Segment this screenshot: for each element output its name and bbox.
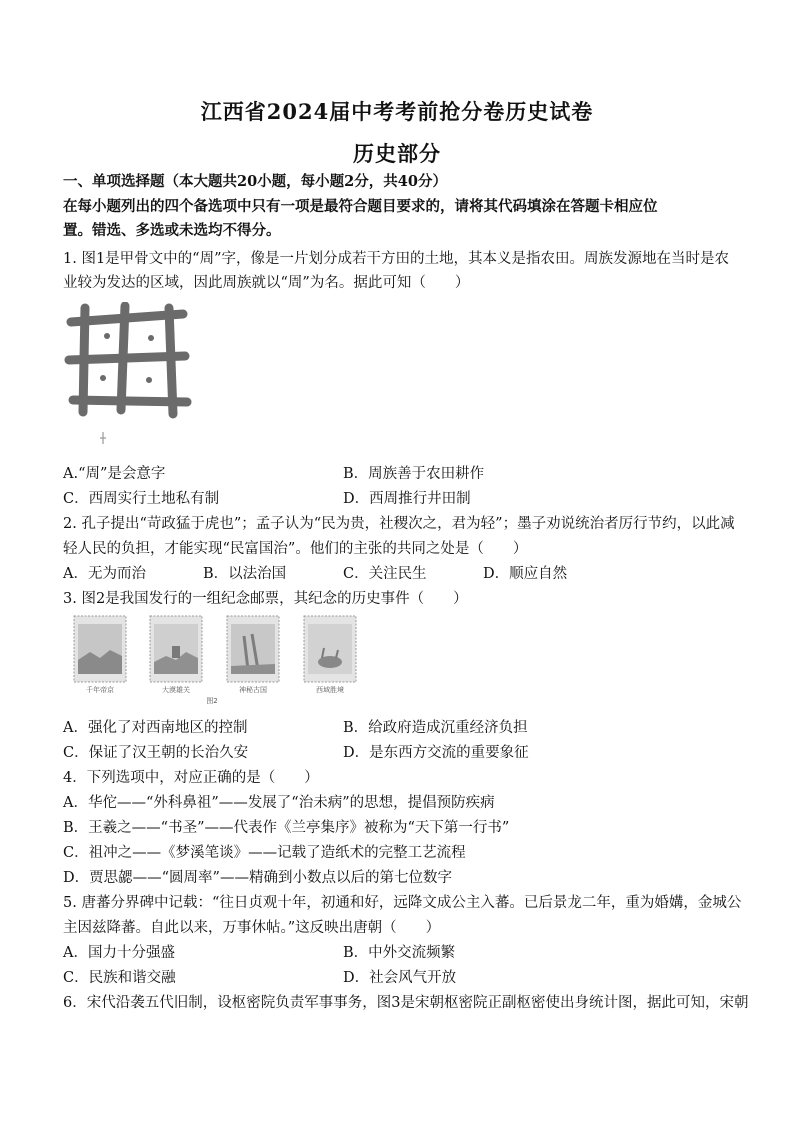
exam-subtitle: 历史部分 [353, 141, 441, 166]
stamp-2 [150, 616, 202, 682]
question-2-option-c[interactable]: C．关注民生 [343, 566, 427, 582]
stamp-1 [74, 616, 126, 682]
stamps-figure [72, 612, 372, 707]
oracle-stroke-right [169, 308, 173, 414]
figure-1-mark [100, 432, 106, 444]
oracle-stroke-center [121, 306, 125, 410]
stamp-4 [304, 616, 356, 682]
question-2-option-a[interactable]: A．无为而治 [63, 566, 146, 582]
question-5-option-d[interactable]: D．社会风气开放 [343, 970, 457, 986]
question-2-option-b[interactable]: B．以法治国 [203, 566, 287, 582]
question-5-option-b[interactable]: B．中外交流频繁 [343, 945, 456, 961]
question-3-option-d[interactable]: D．是东西方交流的重要象征 [343, 745, 529, 761]
question-3-option-c[interactable]: C．保证了汉王朝的长治久安 [63, 745, 249, 761]
question-3-option-a[interactable]: A．强化了对西南地区的控制 [63, 720, 248, 736]
question-3-option-b[interactable]: B．给政府造成沉重经济负担 [343, 720, 528, 736]
exam-title: 江西省2024届中考考前抢分卷历史试卷 [200, 99, 594, 124]
question-1-stem-line1: 1. 图1是甲骨文中的“周”字，像是一片划分成若干方田的土地，其本义是指农田。周族发源地在当时是农 [63, 251, 729, 267]
stamp-2-caption: 大漠雄关 [162, 686, 190, 694]
oracle-dot-3 [100, 375, 106, 381]
stamp-1-caption: 千年帝京 [86, 686, 114, 694]
question-2-stem-line2: 轻人民的负担，才能实现“民富国治”。他们的主张的共同之处是（ ） [63, 541, 528, 557]
question-4-option-b[interactable]: B．王羲之——“书圣”——代表作《兰亭集序》被称为“天下第一行书” [63, 820, 510, 836]
question-5-stem-line2: 主因兹降蕃。自此以来，万事休帖。”这反映出唐朝（ ） [63, 920, 441, 936]
question-1-option-d[interactable]: D．西周推行井田制 [343, 491, 471, 507]
question-4-option-c[interactable]: C．祖冲之——《梦溪笔谈》——记载了造纸术的完整工艺流程 [63, 845, 466, 861]
section-instructions-line1: 在每小题列出的四个备选项中只有一项是最符合题目要求的，请将其代码填涂在答题卡相应位 [63, 198, 658, 215]
oracle-dot-4 [146, 377, 152, 383]
question-4-stem-line1: 4．下列选项中，对应正确的是（ ） [63, 770, 319, 786]
question-5-stem-line1: 5. 唐蕃分界碑中记载：“往日贞观十年，初通和好，远降文成公主入蕃。已后景龙二年，重为婚媾，金城公 [63, 895, 742, 911]
stamp-3-caption: 神秘古国 [239, 686, 267, 694]
stamp-3 [227, 616, 279, 682]
oracle-stroke-left [83, 308, 85, 412]
question-5-option-a[interactable]: A．国力十分强盛 [63, 945, 175, 961]
question-1-option-c[interactable]: C．西周实行土地私有制 [63, 491, 220, 507]
question-4-option-d[interactable]: D．贾思勰——“圆周率”——精确到小数点以后的第七位数字 [63, 870, 452, 886]
oracle-dot-2 [148, 335, 154, 341]
question-1-option-b[interactable]: B．周族善于农田耕作 [343, 466, 485, 482]
question-1-stem-line2: 业较为发达的区域，因此周族就以“周”为名。据此可知（ ） [63, 275, 470, 291]
stamp-4-caption: 西域胜境 [316, 686, 344, 694]
question-2-option-d[interactable]: D．顺应自然 [483, 566, 568, 582]
oracle-dot-1 [104, 333, 110, 339]
question-2-stem-line1: 2. 孔子提出“苛政猛于虎也”；孟子认为“民为贵，社稷次之，君为轻”；墨子劝说统治者厉行节约，以此减 [63, 516, 735, 532]
question-3-stem-line1: 3. 图2是我国发行的一组纪念邮票，其纪念的历史事件（ ） [63, 591, 468, 607]
question-5-option-c[interactable]: C．民族和谐交融 [63, 970, 176, 986]
oracle-bone-zhou-character-figure [63, 302, 195, 450]
figure-2-label: 图2 [206, 697, 218, 705]
section-instructions-line2: 置。错选、多选或未选均不得分。 [63, 222, 281, 239]
section-heading: 一、单项选择题（本大题共20小题，每小题2分，共40分） [63, 173, 447, 190]
question-4-option-a[interactable]: A．华佗——“外科鼻祖”——发展了“治未病”的思想，提倡预防疾病 [63, 795, 495, 811]
question-1-option-a[interactable]: A.“周”是会意字 [63, 466, 166, 482]
question-6-stem-line1: 6．宋代沿袭五代旧制，设枢密院负责军事事务，图3是宋朝枢密院正副枢密使出身统计图，据此可知，宋朝 [63, 995, 749, 1011]
